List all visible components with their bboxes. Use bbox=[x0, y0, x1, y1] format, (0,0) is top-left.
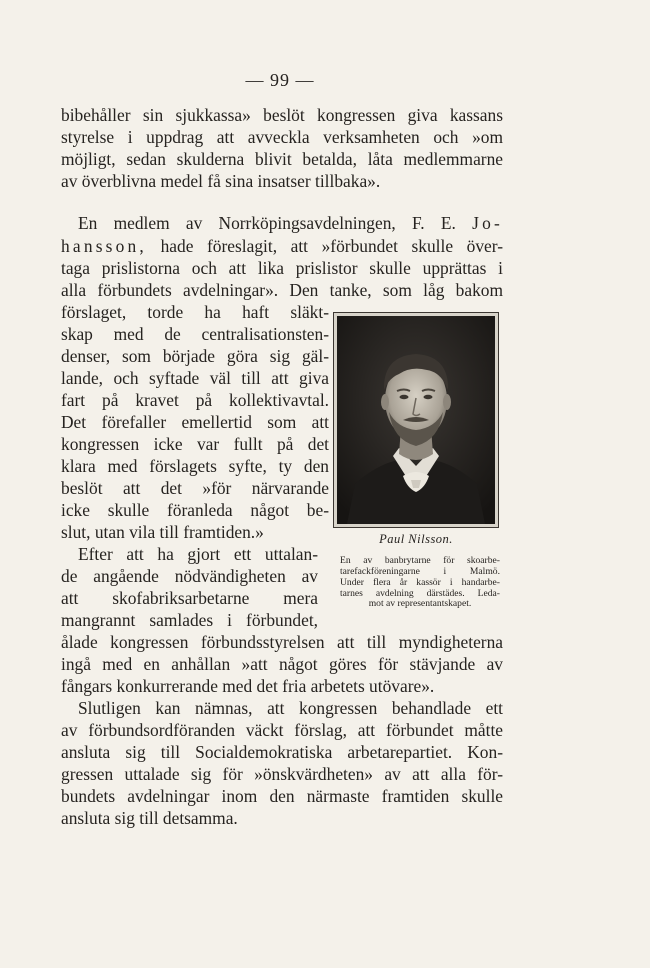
text-line: denser, som började göra sig gäl- bbox=[61, 346, 329, 366]
figure-caption-name: Paul Nilsson. bbox=[379, 532, 453, 546]
text-line: Efter att ha gjort ett uttalan- bbox=[78, 544, 318, 564]
text-line: lande, och syftade väl till att giva bbox=[61, 368, 329, 388]
portrait-image bbox=[337, 316, 495, 524]
text-line: klara med förslagets syfte, ty den bbox=[61, 456, 329, 476]
text-line: styrelse i uppdrag att avveckla verksamheten och »om bbox=[61, 127, 503, 147]
text-line: mangrannt samlades i förbundet, bbox=[61, 610, 318, 630]
page-number: — 99 — bbox=[245, 70, 315, 90]
text-line: de angående nödvändigheten av bbox=[61, 566, 318, 586]
text-line: möjligt, sedan skulderna blivit betalda, låta medlemmarne bbox=[61, 149, 503, 169]
text-line: bibehåller sin sjukkassa» beslöt kongressen giva kassans bbox=[61, 105, 503, 125]
caption-line: tarnes avdelning därstädes. Leda- bbox=[340, 588, 500, 599]
text-line: ingå med en anhållan »att något göres för stävjande av bbox=[61, 654, 503, 674]
text-line: fart på kravet på kollektivavtal. bbox=[61, 390, 329, 410]
text-line: kongressen icke var fullt på det bbox=[61, 434, 329, 454]
text-line: taga prislistorna och att lika prislistor skulle upprättas i bbox=[61, 258, 503, 278]
text-line: alla förbundets avdelningar». Den tanke, som låg bakom bbox=[61, 280, 503, 300]
text-line: hansson, hade föreslagit, att »förbundet skulle över- bbox=[61, 236, 503, 256]
text-line: Slutligen kan nämnas, att kongressen behandlade ett bbox=[78, 698, 503, 718]
text-line: ansluta sig till Socialdemokratiska arbetarepartiet. Kon- bbox=[61, 742, 503, 762]
text-line: att skofabriksarbetarne mera bbox=[61, 588, 318, 608]
text-line: En medlem av Norrköpingsavdelningen, F. E. Jo- bbox=[78, 213, 503, 233]
text-line: av förbundsordföranden väckt förslag, att förbundet måtte bbox=[61, 720, 503, 740]
text-line: förslaget, torde ha haft släkt- bbox=[61, 302, 329, 322]
text-line: fångars konkurrerande med det fria arbetets utövare». bbox=[61, 676, 435, 696]
text-line: slut, utan vila till framtiden.» bbox=[61, 522, 264, 542]
text-line: icke skulle föranleda något be- bbox=[61, 500, 329, 520]
text-line: ålade kongressen förbundsstyrelsen att till myndigheterna bbox=[61, 632, 503, 652]
text-line: skap med de centralisationsten- bbox=[61, 324, 329, 344]
text-line: beslöt att det »för närvarande bbox=[61, 478, 329, 498]
text-line: bundets avdelningar inom den närmaste framtiden skulle bbox=[61, 786, 503, 806]
caption-line: tarefackföreningarne i Malmö. bbox=[340, 566, 500, 577]
portrait-photo bbox=[333, 312, 499, 528]
text-line: av överblivna medel få sina insatser tillbaka». bbox=[61, 171, 381, 191]
text-line: ansluta sig till detsamma. bbox=[61, 808, 238, 828]
caption-line: Under flera år kassör i handarbe- bbox=[340, 577, 500, 588]
text-line: gressen uttalade sig för »önskvärdheten» av att alla för- bbox=[61, 764, 503, 784]
text-line: Det förefaller emellertid som att bbox=[61, 412, 329, 432]
caption-line: mot av representantskapet. bbox=[368, 598, 472, 609]
caption-line: En av banbrytarne för skoarbe- bbox=[340, 555, 500, 566]
